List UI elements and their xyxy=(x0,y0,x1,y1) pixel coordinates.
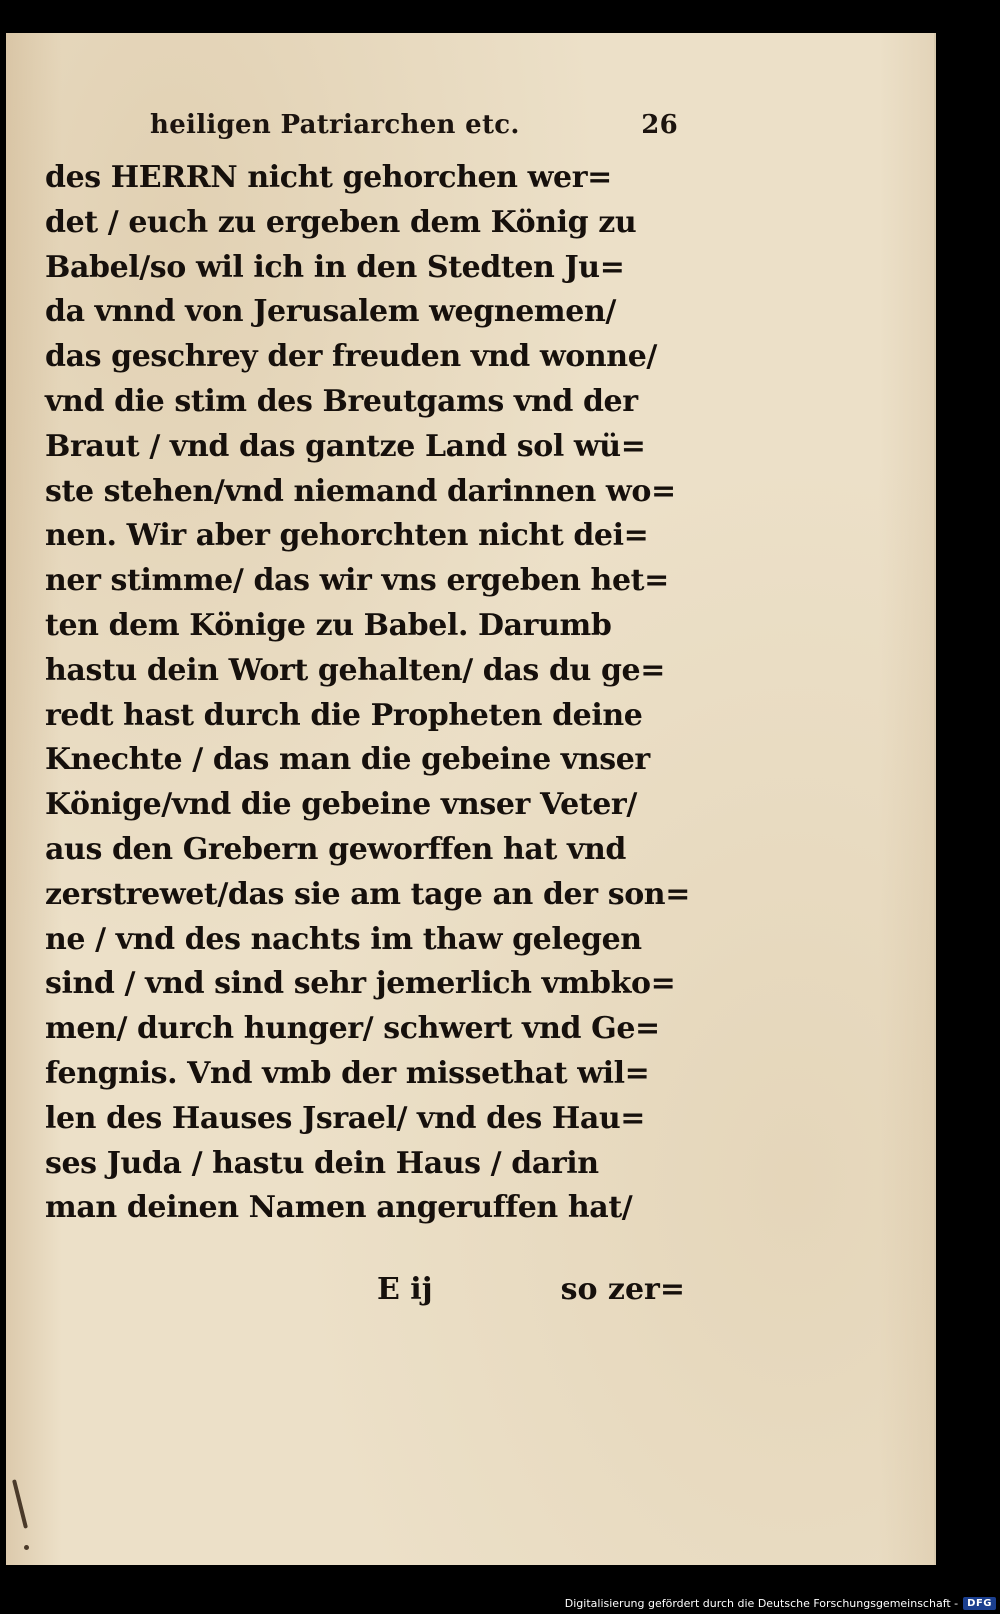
text-line: das geschrey der freuden vnd wonne/ xyxy=(45,339,657,375)
body-text xyxy=(45,156,690,1231)
text-line: da vnnd von Jerusalem wegnemen/ xyxy=(45,294,616,330)
text-line: ne / vnd des nachts im thaw gelegen xyxy=(45,921,642,957)
ink-dot-mark xyxy=(24,1545,29,1550)
text-line: vnd die stim des Breutgams vnd der xyxy=(45,383,638,419)
text-line: Babel/so wil ich in den Stedten Ju= xyxy=(45,249,625,285)
text-line: Könige/vnd die gebeine vnser Veter/ xyxy=(45,787,637,823)
text-line: des HERRN nicht gehorchen wer= xyxy=(45,160,612,195)
text-line: sind / vnd sind sehr jemerlich vmbko= xyxy=(45,966,676,1002)
text-line: men/ durch hunger/ schwert vnd Ge= xyxy=(45,1011,660,1047)
signature-mark: E ij xyxy=(377,1272,433,1307)
text-line: Knechte / das man die gebeine vnser xyxy=(45,742,650,778)
text-line: nen. Wir aber gehorchten nicht dei= xyxy=(45,518,649,554)
text-line: man deinen Namen angeruffen hat/ xyxy=(45,1190,633,1226)
page-number: 26 xyxy=(641,110,678,140)
running-head xyxy=(150,104,678,150)
page-foot-row xyxy=(45,1266,685,1312)
text-line: ner stimme/ das wir vns ergeben het= xyxy=(45,563,669,599)
text-line: zerstrewet/das sie am tage an der son= xyxy=(45,876,690,912)
ink-stroke-mark xyxy=(12,1479,28,1528)
text-line: ste stehen/vnd niemand darinnen wo= xyxy=(45,473,676,509)
text-line: det / euch zu ergeben dem König zu xyxy=(45,204,637,240)
text-line: fengnis. Vnd vmb der missethat wil= xyxy=(45,1055,650,1091)
text-line: aus den Grebern geworffen hat vnd xyxy=(45,831,626,867)
text-line: redt hast durch die Propheten deine xyxy=(45,697,643,733)
digitization-footer xyxy=(565,1594,996,1612)
text-line: Braut / vnd das gantze Land sol wü= xyxy=(45,428,646,464)
catchword: so zer= xyxy=(560,1272,685,1307)
running-head-title: heiligen Patriarchen etc. xyxy=(150,110,520,140)
text-line: len des Hauses Jsrael/ vnd des Hau= xyxy=(45,1100,646,1136)
text-line: hastu dein Wort gehalten/ das du ge= xyxy=(45,652,665,688)
text-line: ten dem Könige zu Babel. Darumb xyxy=(45,607,612,643)
funding-credit: Digitalisierung gefördert durch die Deutsche Forschungsgemeinschaft - xyxy=(564,1596,959,1610)
dfg-logo: DFG xyxy=(963,1597,996,1610)
text-line: ses Juda / hastu dein Haus / darin xyxy=(45,1145,599,1181)
